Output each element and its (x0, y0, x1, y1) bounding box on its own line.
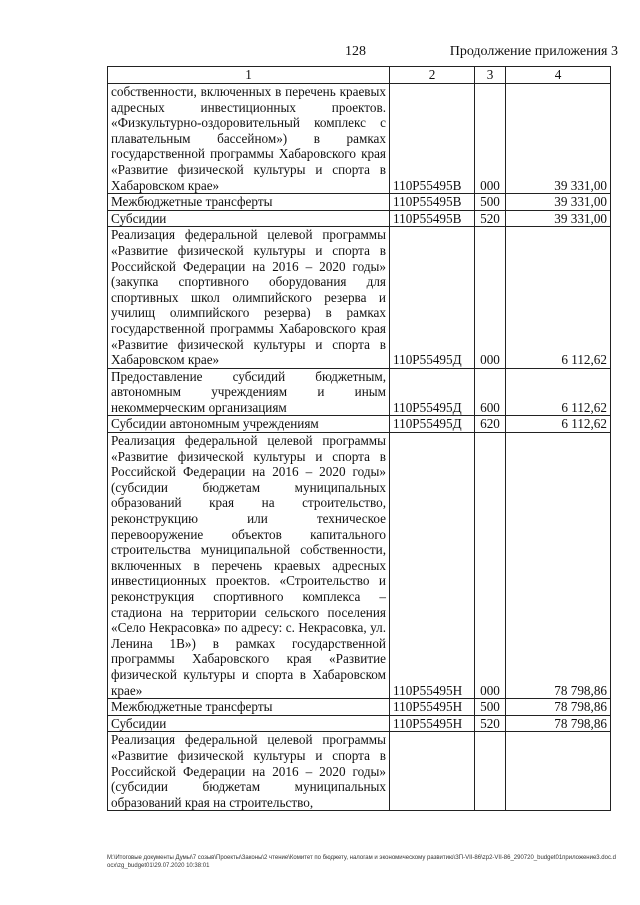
item-name: Реализация федеральной целевой программы «Развитие физической культуры и спорта в Российской Федерации на 2016 – 2020 годы» (субсидии бюджетам муниципальных образований края на строительство, (108, 732, 390, 811)
table-row (108, 732, 611, 811)
column-header: 4 (506, 67, 611, 84)
table-row (108, 368, 611, 416)
amount: 78 798,86 (506, 699, 611, 716)
item-name: Межбюджетные трансферты (108, 194, 390, 211)
table-row (108, 84, 611, 194)
item-name: Реализация федеральной целевой программы «Развитие физической культуры и спорта в Российской Федерации на 2016 – 2020 годы» (закупка спортивного оборудования для спортивных школ олимпийского резерва и училищ олимпийского резерва) в рамках государственной программы Хабаровского края «Развитие физической культуры и спорта в Хабаровском крае» (108, 227, 390, 368)
target-code: 110P55495B (390, 194, 475, 211)
column-number-row (108, 67, 611, 84)
target-code: 110P55495Д (390, 368, 475, 416)
amount: 6 112,62 (506, 368, 611, 416)
expense-kind: 520 (475, 210, 506, 227)
item-name: Субсидии автономным учреждениям (108, 416, 390, 433)
target-code: 110P55495Д (390, 227, 475, 368)
table-row (108, 699, 611, 716)
amount: 39 331,00 (506, 194, 611, 211)
expense-kind: 500 (475, 194, 506, 211)
budget-table (107, 66, 611, 811)
expense-kind: 600 (475, 368, 506, 416)
target-code: 110P55495Д (390, 416, 475, 433)
expense-kind: 000 (475, 227, 506, 368)
target-code: 110P55495B (390, 210, 475, 227)
target-code (390, 732, 475, 811)
table-row (108, 433, 611, 699)
expense-kind (475, 732, 506, 811)
amount: 6 112,62 (506, 416, 611, 433)
column-header: 2 (390, 67, 475, 84)
item-name: собственности, включенных в перечень краевых адресных инвестиционных проектов. «Физкультурно-оздоровительный комплекс с плавательным бассейном») в рамках государственной программы Хабаровского края «Развитие физической культуры и спорта в Хабаровском крае» (108, 84, 390, 194)
target-code: 110P55495H (390, 715, 475, 732)
expense-kind: 620 (475, 416, 506, 433)
item-name: Субсидии (108, 210, 390, 227)
target-code: 110P55495B (390, 84, 475, 194)
amount (506, 732, 611, 811)
item-name: Субсидии (108, 715, 390, 732)
table-row (108, 194, 611, 211)
table-row (108, 715, 611, 732)
page-number: 128 (345, 44, 366, 59)
page-header (0, 44, 640, 62)
column-header: 1 (108, 67, 390, 84)
target-code: 110P55495H (390, 699, 475, 716)
amount: 6 112,62 (506, 227, 611, 368)
table-row (108, 227, 611, 368)
amount: 39 331,00 (506, 84, 611, 194)
table-row (108, 416, 611, 433)
expense-kind: 000 (475, 84, 506, 194)
expense-kind: 000 (475, 433, 506, 699)
item-name: Предоставление субсидий бюджетным, автономным учреждениям и иным некоммерческим организациям (108, 368, 390, 416)
file-path-footer: M:\Итоговые документы Думы\7 созыв\Проекты\Законы\2 чтение\Комитет по бюджету, налогам и экономическому развитию\ЗП-VII-86\zp2-VII-86_290720_budget01приложение3.doc.docx\zg_budget01\29.07.2020 10:38:01 (107, 855, 616, 869)
amount: 78 798,86 (506, 433, 611, 699)
item-name: Реализация федеральной целевой программы «Развитие физической культуры и спорта в Российской Федерации на 2016 – 2020 годы» (субсидии бюджетам муниципальных образований края на строительство, реконструкцию или техническое перевооружение объектов капитального строительства муниципальной собственности, включенных в перечень краевых адресных инвестиционных проектов. «Строительство и реконструкция спортивного комплекса – стадиона на территории сельского поселения «Село Некрасовка» по адресу: с. Некрасовка, ул. Ленина 1В») в рамках государственной программы Хабаровского края «Развитие физической культуры и спорта в Хабаровском крае» (108, 433, 390, 699)
item-name: Межбюджетные трансферты (108, 699, 390, 716)
amount: 78 798,86 (506, 715, 611, 732)
expense-kind: 520 (475, 715, 506, 732)
column-header: 3 (475, 67, 506, 84)
expense-kind: 500 (475, 699, 506, 716)
continuation-label: Продолжение приложения 3 (449, 44, 618, 59)
amount: 39 331,00 (506, 210, 611, 227)
table-row (108, 210, 611, 227)
target-code: 110P55495H (390, 433, 475, 699)
